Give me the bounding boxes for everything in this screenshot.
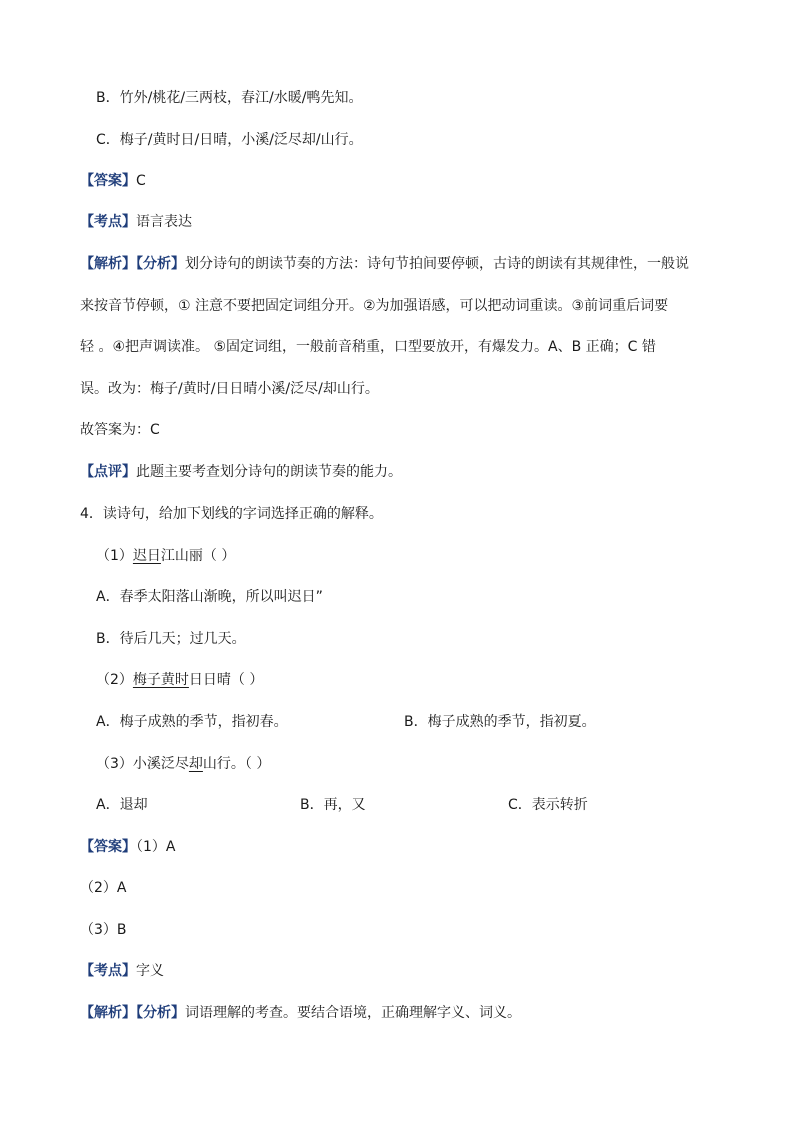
question-4-stem: 4．读诗句，给加下划线的字词选择正确的解释。 [80, 506, 383, 522]
kaodian-tag: 【考点】 [80, 963, 136, 979]
kaodian-tag: 【考点】 [80, 214, 136, 230]
option-b: B．竹外/桃花/三两枝，春江/水暖/鸭先知。 [96, 90, 363, 106]
answer-value-2: （2）A [80, 880, 127, 896]
underlined-word: 梅子黄时 [132, 672, 189, 688]
fenxi-tag: 【分析】 [136, 256, 185, 272]
jiexi-row-b [80, 1003, 521, 1023]
q4-sub3-option-a: A．退却 [96, 797, 148, 813]
dianping-row [80, 462, 402, 482]
underlined-word: 却 [188, 756, 203, 772]
jiexi-row-3: 轻 。④把声调读准。 ⑤固定词组，一般前音稍重，口型要放开，有爆发力。A、B 正确；C 错 [80, 339, 656, 355]
q4-sub2-option-b: B．梅子成熟的季节，指初夏。 [404, 714, 596, 730]
kaodian-row [80, 212, 192, 232]
answer-row-2 [80, 837, 175, 857]
jiexi-tag: 【解析】 [80, 1005, 136, 1021]
dianping-tag: 【点评】 [80, 464, 136, 480]
answer-row [80, 171, 146, 191]
q4-sub1-option-a: A．春季太阳落山渐晚，所以叫迟日” [96, 589, 323, 605]
jiexi-row-2: 来按音节停顿，① 注意不要把固定词组分开。②为加强语感，可以把动词重读。③前词重后词要 [80, 298, 669, 314]
answer-tag: 【答案】 [80, 839, 136, 855]
answer-value: C [136, 173, 146, 189]
option-c: C．梅子/黄时日/日晴，小溪/泛尽却/山行。 [96, 132, 363, 148]
answer-value-1: （1）A [136, 839, 176, 855]
kaodian-value: 语言表达 [136, 214, 192, 230]
q4-sub2-option-a: A．梅子成熟的季节，指初春。 [96, 714, 288, 730]
kaodian-value: 字义 [136, 963, 164, 979]
jiexi-row-1 [80, 254, 689, 274]
kaodian-row-2 [80, 961, 164, 981]
q4-sub1: （1）迟日江山丽（ ） [96, 548, 236, 564]
q4-sub3-option-c: C．表示转折 [508, 797, 588, 813]
jiexi-row-4: 误。改为：梅子/黄时/日日晴小溪/泛尽/却山行。 [80, 381, 379, 397]
fenxi-tag: 【分析】 [136, 1005, 185, 1021]
q4-sub2: （2）梅子黄时日日晴（ ） [96, 672, 264, 688]
q4-sub3-option-b: B．再，又 [300, 797, 366, 813]
answer-value-3: （3）B [80, 922, 127, 938]
answer-tag: 【答案】 [80, 173, 136, 189]
final-answer: 故答案为：C [80, 422, 160, 438]
q4-sub1-option-b: B．待后几天；过几天。 [96, 631, 246, 647]
underlined-word: 迟日 [132, 548, 161, 564]
q4-sub3: （3）小溪泛尽却山行。（ ） [96, 756, 271, 772]
jiexi-tag: 【解析】 [80, 256, 136, 272]
jiexi-text-1: 划分诗句的朗读节奏的方法：诗句节拍间要停顿，古诗的朗读有其规律性，一般说 [185, 256, 689, 272]
jiexi-text: 词语理解的考查。要结合语境，正确理解字义、词义。 [185, 1005, 521, 1021]
dianping-value: 此题主要考查划分诗句的朗读节奏的能力。 [136, 464, 402, 480]
